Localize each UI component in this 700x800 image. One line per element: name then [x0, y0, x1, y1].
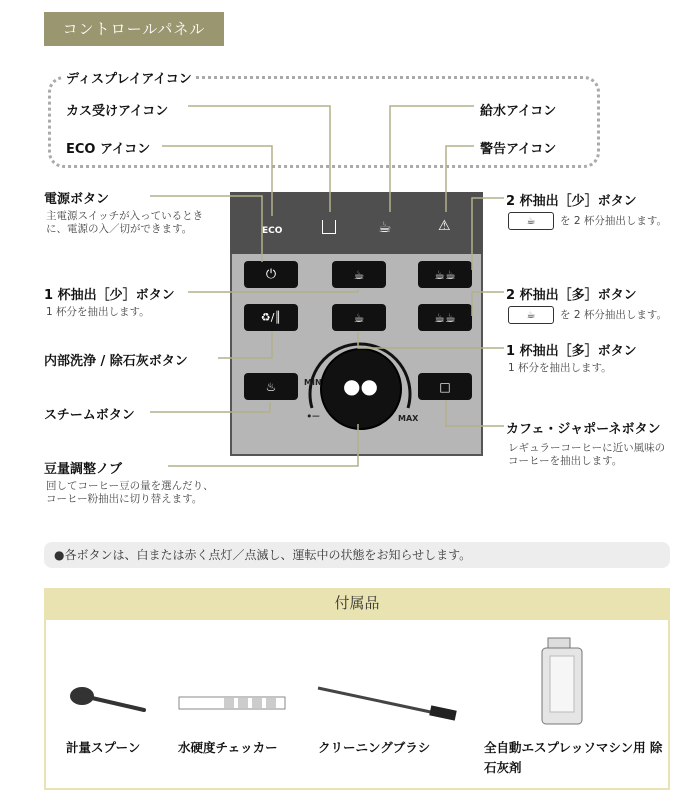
knob-max-label: MAX: [398, 414, 419, 423]
power-button-label: 電源ボタン: [44, 192, 110, 207]
one-large-label: 1 杯抽出［多］ボタン: [506, 344, 637, 359]
display-icons-label: ディスプレイアイコン: [62, 68, 196, 87]
steam-label: スチームボタン: [44, 408, 135, 423]
mug-icon: □: [439, 379, 451, 394]
one-large-desc: 1 杯分を抽出します。: [508, 362, 612, 374]
cup-large-chip-icon: ☕: [508, 306, 554, 324]
warning-icon: ⚠: [438, 218, 451, 234]
ground-coffee-icon: •─: [306, 410, 320, 423]
status-note: ●各ボタンは、白または赤く点灯／点滅し、運転中の状態をお知らせします。: [44, 542, 670, 568]
page-title: コントロールパネル: [44, 12, 224, 46]
two-large-label: 2 杯抽出［多］ボタン: [506, 288, 637, 303]
descaler-bottle-icon: [540, 636, 586, 726]
eco-icon-label: ECO アイコン: [66, 142, 151, 157]
clean-descale-icon: ♻/║: [260, 311, 282, 324]
bean-knob-label: 豆量調整ノブ: [44, 462, 123, 477]
cup-small-chip-icon: ☕: [508, 212, 554, 230]
bean-icon: ●●: [343, 374, 378, 398]
cup-large-icon: ☕: [353, 310, 365, 325]
clean-descale-label: 内部洗浄 / 除石灰ボタン: [44, 354, 188, 369]
knob-min-label: MIN: [304, 378, 322, 387]
measuring-spoon-icon: [64, 680, 148, 720]
two-small-desc: を 2 杯分抽出します。: [560, 214, 668, 227]
two-large-desc: を 2 杯分抽出します。: [560, 308, 668, 321]
water-icon: ☕: [378, 218, 392, 236]
two-small-desc-row: [508, 212, 667, 230]
two-cups-large-icon: ☕☕: [434, 310, 456, 325]
one-small-desc: 1 杯分を抽出します。: [46, 306, 150, 318]
water-icon-label: 給水アイコン: [480, 104, 557, 119]
two-cups-small-icon: ☕☕: [434, 267, 456, 282]
warning-icon-label: 警告アイコン: [480, 142, 557, 157]
cafe-japone-desc: レギュラーコーヒーに近い風味のコーヒーを抽出します。: [508, 442, 666, 467]
one-small-label: 1 杯抽出［少］ボタン: [44, 288, 175, 303]
cleaning-brush-icon: [312, 680, 462, 724]
water-hardness-checker-icon: [178, 696, 288, 712]
eco-icon: ECO: [262, 226, 283, 236]
accessory-descaler-label: 全自動エスプレッソマシン用 除石灰剤: [484, 740, 663, 775]
power-icon: ⏻: [265, 267, 277, 282]
grounds-icon-label: カス受けアイコン: [66, 104, 169, 119]
accessory-brush-label: クリーニングブラシ: [318, 740, 431, 755]
power-button-desc: 主電源スイッチが入っているときに、電源の入／切ができます。: [46, 210, 204, 235]
steam-icon: ♨: [265, 379, 277, 394]
two-large-desc-row: [508, 306, 667, 324]
accessories-heading: 付属品: [44, 588, 670, 618]
accessory-checker-label: 水硬度チェッカー: [178, 740, 278, 755]
two-small-label: 2 杯抽出［少］ボタン: [506, 194, 637, 209]
bean-knob-desc: 回してコーヒー豆の量を選んだり、コーヒー粉抽出に切り替えます。: [46, 480, 214, 505]
cup-small-icon: ☕: [353, 267, 365, 282]
accessory-spoon-label: 計量スプーン: [66, 740, 141, 755]
cafe-japone-label: カフェ・ジャポーネボタン: [506, 422, 661, 437]
